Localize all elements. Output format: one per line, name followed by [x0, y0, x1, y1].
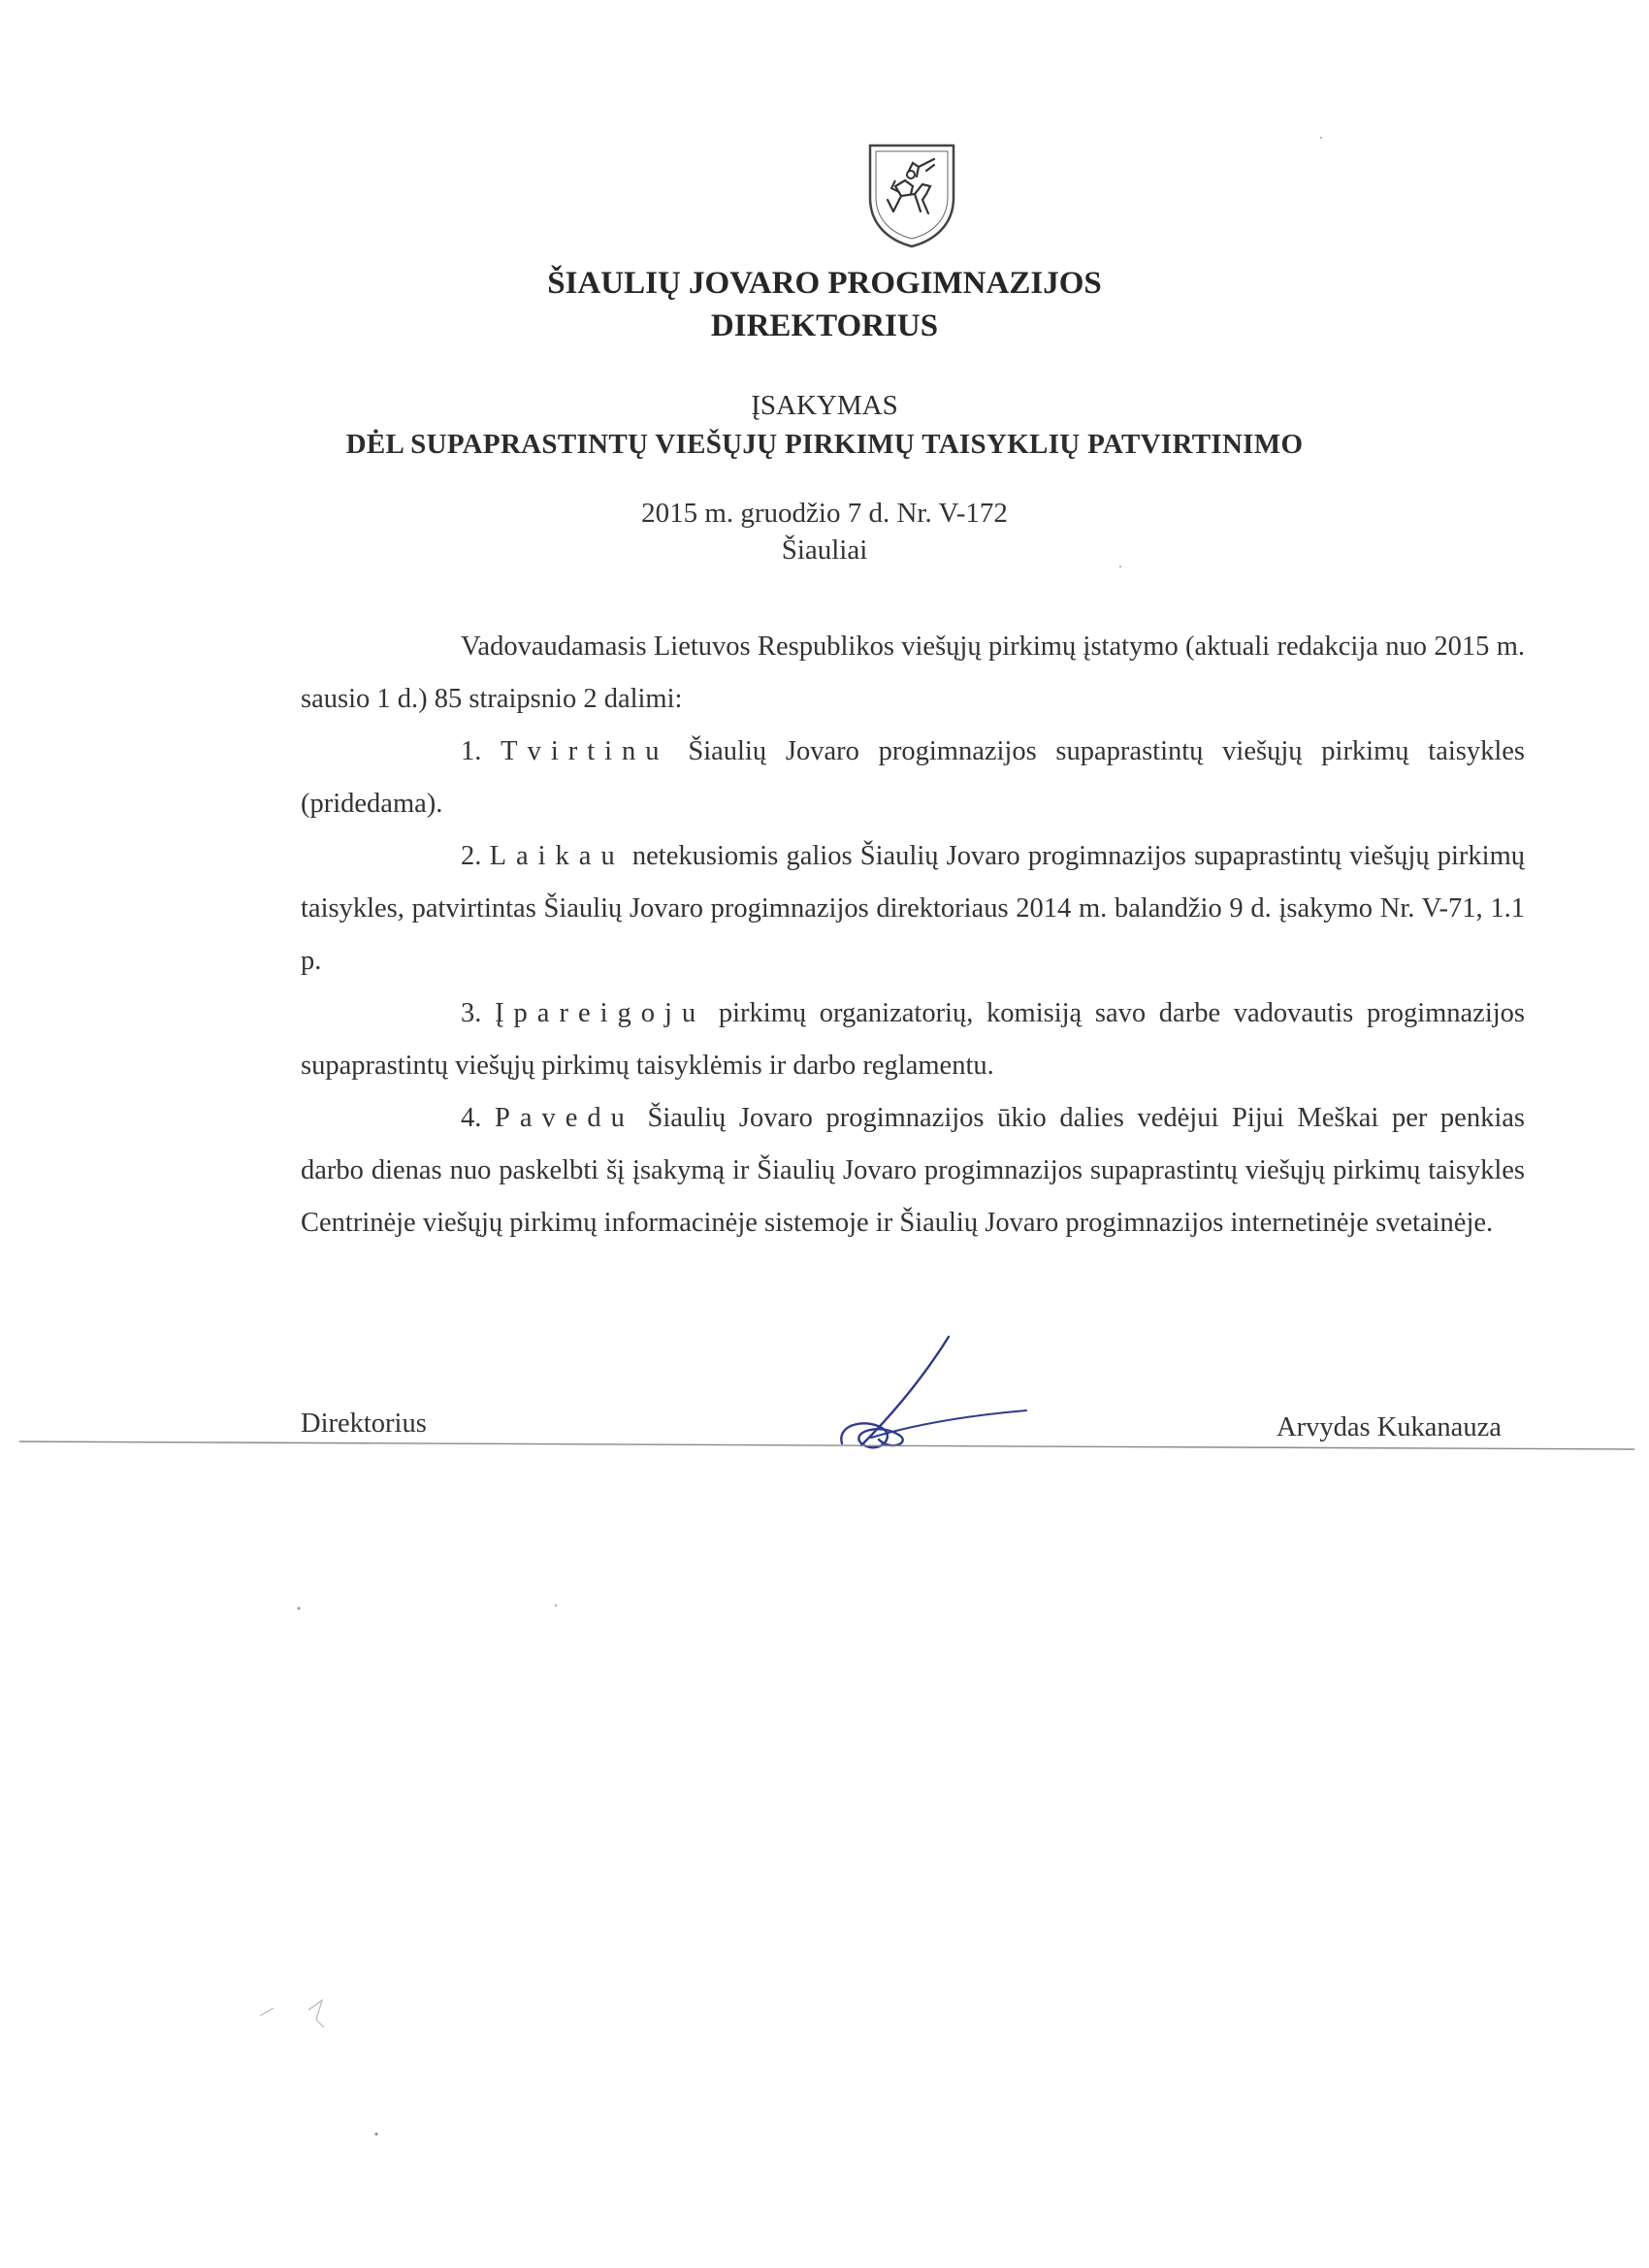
place: Šiauliai — [781, 535, 868, 566]
item-text: Šiaulių Jovaro progimnazijos supaprastintų viešųjų pirkimų taisykles (pridedama). — [301, 736, 1526, 819]
order-item-1 — [301, 726, 1525, 830]
signatory-name: Arvydas Kukanauza — [1277, 1412, 1502, 1442]
item-number: 3. — [461, 998, 482, 1028]
institution-line-1: ŠIAULIŲ JOVARO PROGIMNAZIJOS — [547, 266, 1102, 301]
date-number: 2015 m. gruodžio 7 d. Nr. V-172 — [641, 498, 1008, 529]
institution-title — [0, 262, 1649, 347]
item-verb: Įpareigoju — [495, 998, 706, 1028]
order-item-3 — [301, 988, 1525, 1092]
coat-of-arms-icon — [866, 142, 957, 250]
handwritten-signature — [832, 1329, 1036, 1455]
document-subject: DĖL SUPAPRASTINTŲ VIEŠŲJŲ PIRKIMŲ TAISYKLIŲ PATVIRTINIMO — [345, 429, 1304, 460]
order-item-4 — [301, 1092, 1525, 1249]
order-item-2 — [301, 830, 1525, 988]
preamble: Vadovaudamasis Lietuvos Respublikos viešųjų pirkimų įstatymo (aktuali redakcija nuo 2015 m. sausio 1 d.) 85 straipsnio 2 dalimi: — [301, 632, 1525, 714]
order-title — [0, 386, 1649, 464]
scan-divider-line — [19, 1438, 1634, 1457]
item-verb: Laikau — [489, 841, 625, 871]
item-text: pirkimų organizatorių, komisiją savo darbe vadovautis progimnazijos supaprastintų viešųjų pirkimų taisyklėmis ir darbo reglamentu. — [301, 998, 1526, 1081]
institution-line-2: DIREKTORIUS — [710, 308, 939, 343]
item-verb: Pavedu — [494, 1103, 634, 1133]
signatory-role: Direktorius — [301, 1409, 427, 1439]
item-number: 2. — [461, 841, 482, 871]
item-number: 4. — [461, 1103, 482, 1133]
item-verb: Tvirtinu — [501, 736, 669, 766]
item-text: Šiaulių Jovaro progimnazijos ūkio dalies vedėjui Pijui Meškai per penkias darbo dienas nuo paskelbti šį įsakymą ir Šiaulių Jovaro progimnazijos supaprastintų viešųjų pirkimų taisykles Centrinėje viešųjų pirkimų informacinėje sistemoje ir Šiaulių Jovaro progimnazijos internetinėje svetainėje. — [301, 1103, 1525, 1238]
item-number: 1. — [461, 736, 482, 766]
item-text: netekusiomis galios Šiaulių Jovaro progimnazijos supaprastintų viešųjų pirkimų taisykles, patvirtintas Šiaulių Jovaro progimnazijos direktoriaus 2014 m. balandžio 9 d. įsakymo Nr. V-71, 1.1 p. — [301, 841, 1525, 976]
document-type: ĮSAKYMAS — [751, 390, 898, 421]
document-meta — [0, 495, 1649, 568]
